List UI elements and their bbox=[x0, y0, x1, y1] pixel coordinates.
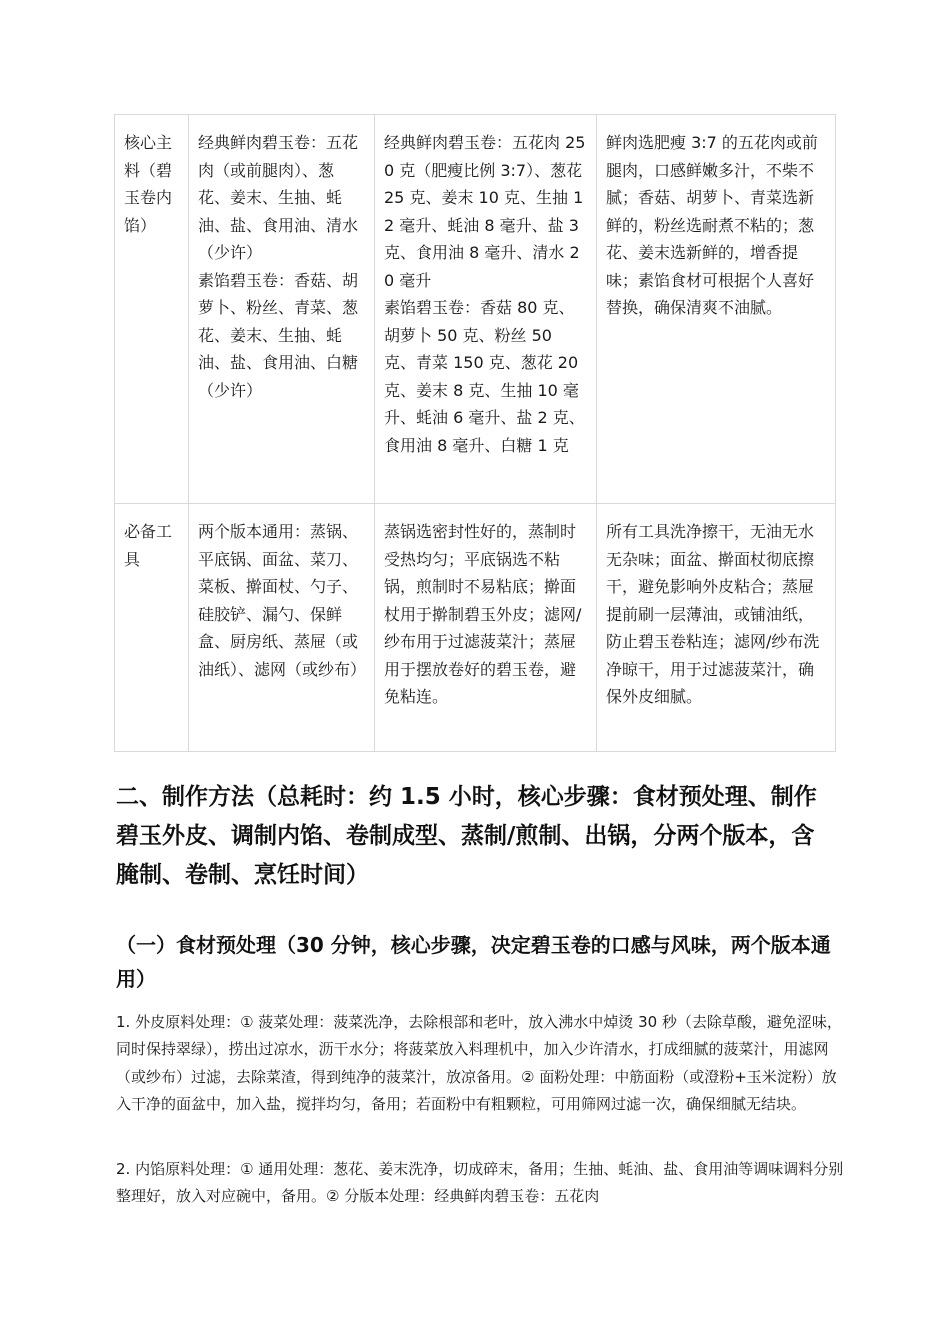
body-paragraph: 1. 外皮原料处理：① 菠菜处理：菠菜洗净，去除根部和老叶，放入沸水中焯烫 30 秒（去除草酸，避免涩味，同时保持翠绿），捞出过凉水，沥干水分；将菠菜放入料理机中，加入少许清水，打成细腻的菠菜汁，用滤网（或纱布）过滤，去除菜渣，得到纯净的菠菜汁，放凉备用。② 面粉处理：中筋面粉（或澄粉+玉米淀粉）放入干净的面盆中，加入盐，搅拌均匀，备用；若面粉中有粗颗粒，可用筛网过滤一次，确保细腻无结块。 bbox=[116, 1013, 842, 1113]
cell-paragraph: 所有工具洗净擦干，无油无水无杂味；面盆、擀面杖彻底擦干，避免影响外皮粘合；蒸屉提前刷一层薄油，或铺油纸，防止碧玉卷粘连；滤网/纱布洗净晾干，用于过滤菠菜汁，确保外皮细腻。 bbox=[606, 522, 820, 706]
cell-paragraph: 经典鲜肉碧玉卷：五花肉（或前腿肉）、葱花、姜末、生抽、蚝油、盐、食用油、清水（少许） bbox=[198, 133, 359, 262]
row-label-tools: 必备工具 bbox=[115, 504, 189, 752]
table-cell bbox=[189, 115, 375, 504]
cell-paragraph: 两个版本通用：蒸锅、平底锅、面盆、菜刀、菜板、擀面杖、勺子、硅胶铲、漏勺、保鲜盒、厨房纸、蒸屉（或油纸）、滤网（或纱布） bbox=[198, 522, 367, 679]
cell-paragraph: 素馅碧玉卷：香菇、胡萝卜、粉丝、青菜、葱花、姜末、生抽、蚝油、盐、食用油、白糖（少许） bbox=[198, 270, 359, 400]
section-heading: 二、制作方法（总耗时：约 1.5 小时，核心步骤：食材预处理、制作碧玉外皮、调制内馅、卷制成型、蒸制/煎制、出锅，分两个版本，含腌制、卷制、烹饪时间） bbox=[116, 784, 817, 888]
body-paragraph: 2. 内馅原料处理：① 通用处理：葱花、姜末洗净，切成碎末，备用；生抽、蚝油、盐、食用油等调味调料分别整理好，放入对应碗中，备用。② 分版本处理：经典鲜肉碧玉卷：五花肉 bbox=[116, 1160, 844, 1206]
table-cell bbox=[375, 504, 597, 752]
cell-paragraph: 鲜肉选肥瘦 3:7 的五花肉或前腿肉，口感鲜嫩多汁，不柴不腻；香菇、胡萝卜、青菜选新鲜的，粉丝选耐煮不粘的；葱花、姜末选新鲜的，增香提味；素馅食材可根据个人喜好替换，确保清爽不油腻。 bbox=[606, 133, 818, 317]
table-cell bbox=[375, 115, 597, 504]
row-label-main-ingredients: 核心主料（碧玉卷内馅） bbox=[115, 115, 189, 504]
table-row bbox=[115, 115, 836, 504]
cell-paragraph: 素馅碧玉卷：香菇 80 克、胡萝卜 50 克、粉丝 50 克、青菜 150 克、葱花 20 克、姜末 8 克、生抽 10 毫升、蚝油 6 毫升、盐 2 克、食用油 8 毫升、白糖 1 克 bbox=[384, 298, 585, 455]
table-row bbox=[115, 504, 836, 752]
ingredients-tools-table bbox=[114, 114, 836, 752]
cell-paragraph: 经典鲜肉碧玉卷：五花肉 250 克（肥瘦比例 3:7）、葱花 25 克、姜末 10 克、生抽 12 毫升、蚝油 8 毫升、盐 3 克、食用油 8 毫升、清水 20 毫升 bbox=[384, 133, 586, 290]
table-cell bbox=[597, 115, 836, 504]
table-cell bbox=[189, 504, 375, 752]
subsection-heading: （一）食材预处理（30 分钟，核心步骤，决定碧玉卷的口感与风味，两个版本通用） bbox=[116, 933, 831, 991]
table-cell bbox=[597, 504, 836, 752]
cell-paragraph: 蒸锅选密封性好的，蒸制时受热均匀；平底锅选不粘锅，煎制时不易粘底；擀面杖用于擀制碧玉外皮；滤网/纱布用于过滤菠菜汁；蒸屉用于摆放卷好的碧玉卷，避免粘连。 bbox=[384, 522, 582, 706]
